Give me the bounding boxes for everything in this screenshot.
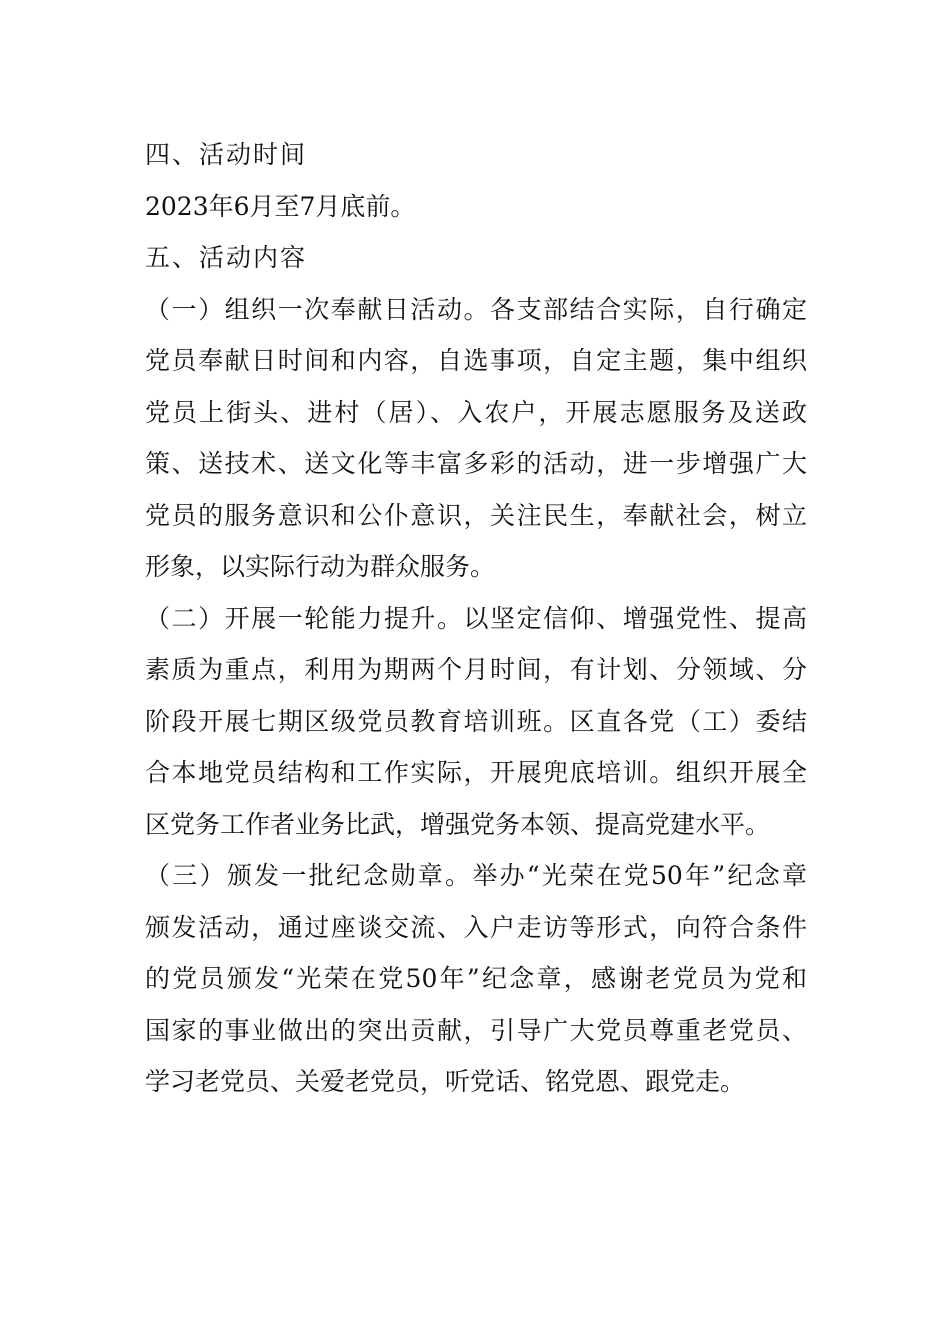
paragraph-line: 党员奉献日时间和内容，自选事项，自定主题，集中组织: [145, 346, 807, 375]
paragraph-line: 党员的服务意识和公仆意识，关注民生，奉献社会，树立: [145, 500, 807, 530]
paragraph-line: 合本地党员结构和工作实际，开展兜底培训。组织开展全: [145, 758, 807, 787]
paragraph-item-3: [145, 850, 807, 1108]
paragraph-line: 形象，以实际行动为群众服务。: [145, 552, 496, 581]
paragraph-line: 学习老党员、关爱老党员，听党话、铭党恩、跟党走。: [145, 1067, 746, 1096]
paragraph-line: 国家的事业做出的突出贡献，引导广大党员尊重老党员、: [145, 1015, 807, 1045]
paragraph-line: 区党务工作者业务比武，增强党务本领、提高党建水平。: [145, 809, 771, 839]
paragraph-line: 策、送技术、送文化等丰富多彩的活动，进一步增强广大: [145, 449, 807, 478]
paragraph-item-1: [145, 284, 807, 593]
paragraph-line: 素质为重点，利用为期两个月时间，有计划、分领域、分: [145, 655, 807, 684]
section-four-body: 2023年6月至7月底前。: [145, 191, 416, 221]
paragraph-line: 党员上街头、进村（居）、入农户，开展志愿服务及送政: [145, 397, 807, 427]
document-body: [145, 129, 807, 1108]
section-four-heading: 四、活动时间: [145, 140, 308, 169]
paragraph-line: （二）开展一轮能力提升。以坚定信仰、增强党性、提高: [145, 603, 807, 633]
paragraph-line: （一）组织一次奉献日活动。各支部结合实际，自行确定: [145, 294, 807, 324]
paragraph-line: （三）颁发一批纪念勋章。举办“光荣在党50年”纪念章: [145, 861, 807, 890]
paragraph-item-2: [145, 593, 807, 851]
paragraph-line: 颁发活动，通过座谈交流、入户走访等形式，向符合条件: [145, 912, 807, 942]
paragraph-line: 阶段开展七期区级党员教育培训班。区直各党（工）委结: [145, 706, 807, 736]
paragraph-line: 的党员颁发“光荣在党50年”纪念章，感谢老党员为党和: [145, 964, 807, 993]
section-five-heading: 五、活动内容: [145, 243, 308, 272]
